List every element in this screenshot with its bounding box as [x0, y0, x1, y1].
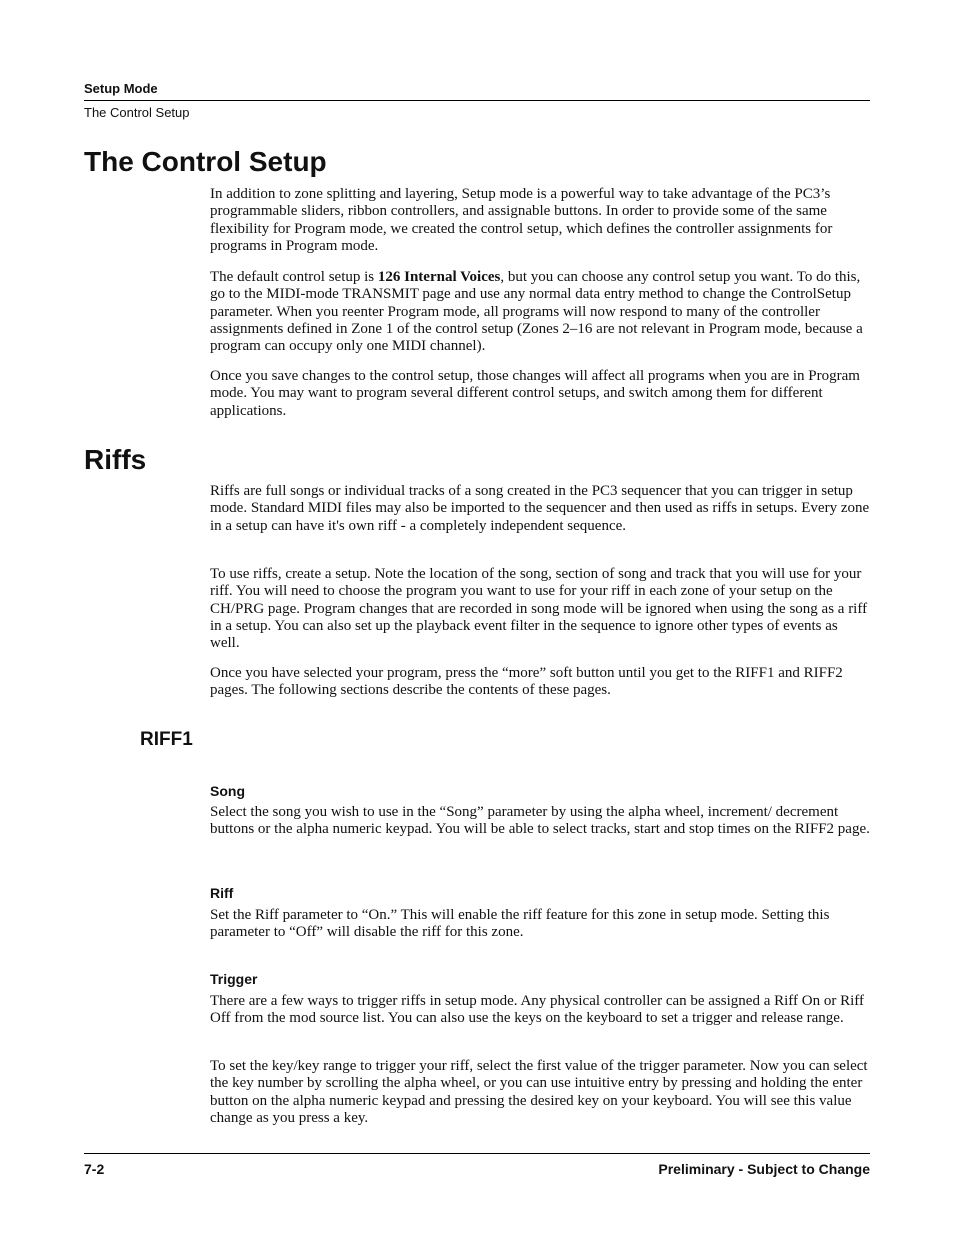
page-footer [84, 1153, 870, 1177]
page-number: 7-2 [84, 1161, 105, 1177]
heading-trigger: Trigger [210, 971, 258, 987]
running-header [84, 80, 870, 121]
default-control-setup-name: 126 Internal Voices [377, 269, 501, 285]
control-setup-paragraph-2: The default control setup is 126 Internal Voices, but you can choose any control setup you want. To do this, go to the MIDI-mode TRANSMIT page and use any normal data entry method to change the ControlSetup parameter. When you reenter Program mode, all programs will now respond to many of the controller assignments defined in Zone 1 of the control setup (Zones 2–16 are not relevant in Program mode, because a program can occupy only one MIDI channel). [210, 269, 863, 355]
heading-control-setup: The Control Setup [84, 146, 327, 177]
heading-riff1: RIFF1 [140, 729, 193, 750]
control-setup-paragraph-3: Once you save changes to the control setup, those changes will affect all programs when you are in Program mode. You may want to program several different control setups, and switch among them for different applications. [210, 368, 860, 419]
trigger-paragraph-1: There are a few ways to trigger riffs in setup mode. Any physical controller can be assigned a Riff On or Riff Off from the mod source list. You can also use the keys on the keyboard to set a trigger and release range. [210, 993, 864, 1027]
riffs-paragraph-3: Once you have selected your program, press the “more” soft button until you get to the RIFF1 and RIFF2 pages. The following sections describe the contents of these pages. [210, 665, 843, 699]
chapter-title: Setup Mode [84, 81, 158, 96]
riffs-paragraph-1: Riffs are full songs or individual tracks of a song created in the PC3 sequencer that you can trigger in setup mode. Standard MIDI files may also be imported to the sequencer and then used as riffs in setups. Every zone in a setup can have it's own riff - a completely independent sequence. [210, 483, 870, 534]
header-rule [84, 100, 870, 101]
trigger-paragraph-2: To set the key/key range to trigger your riff, select the first value of the trigger parameter. Now you can select the key number by scrolling the alpha wheel, or you can use intuitive entry by pressing and holding the enter button on the alpha numeric keypad and pressing the desired key on your keyboard. You will see this value change as you press a key. [210, 1058, 868, 1126]
song-paragraph: Select the song you wish to use in the “Song” parameter by using the alpha wheel, increment/ decrement buttons or the alpha numeric keypad. You will be able to select tracks, start and stop times on the RIFF2 page. [210, 804, 870, 838]
preliminary-note: Preliminary - Subject to Change [658, 1161, 870, 1177]
riffs-paragraph-2: To use riffs, create a setup. Note the location of the song, section of song and track that you will use for your riff. You will need to choose the program you want to use for your riff in each zone of your setup on the CH/PRG page. Program changes that are recorded in song mode will be ignored when using the song as a riff in a setup. You can also set up the playback event filter in the sequence to ignore other types of events as well. [210, 566, 868, 652]
heading-riff: Riff [210, 885, 234, 901]
heading-riffs: Riffs [84, 444, 147, 475]
heading-song: Song [210, 783, 245, 799]
section-title: The Control Setup [84, 105, 190, 120]
riff-paragraph: Set the Riff parameter to “On.” This will enable the riff feature for this zone in setup mode. Setting this parameter to “Off” will disable the riff for this zone. [210, 907, 830, 941]
control-setup-paragraph-1: In addition to zone splitting and layering, Setup mode is a powerful way to take advantage of the PC3’s programmable sliders, ribbon controllers, and assignable buttons. In order to provide some of the same flexibility for Program mode, we created the control setup, which defines the controller assignments for programs in Program mode. [210, 186, 833, 254]
